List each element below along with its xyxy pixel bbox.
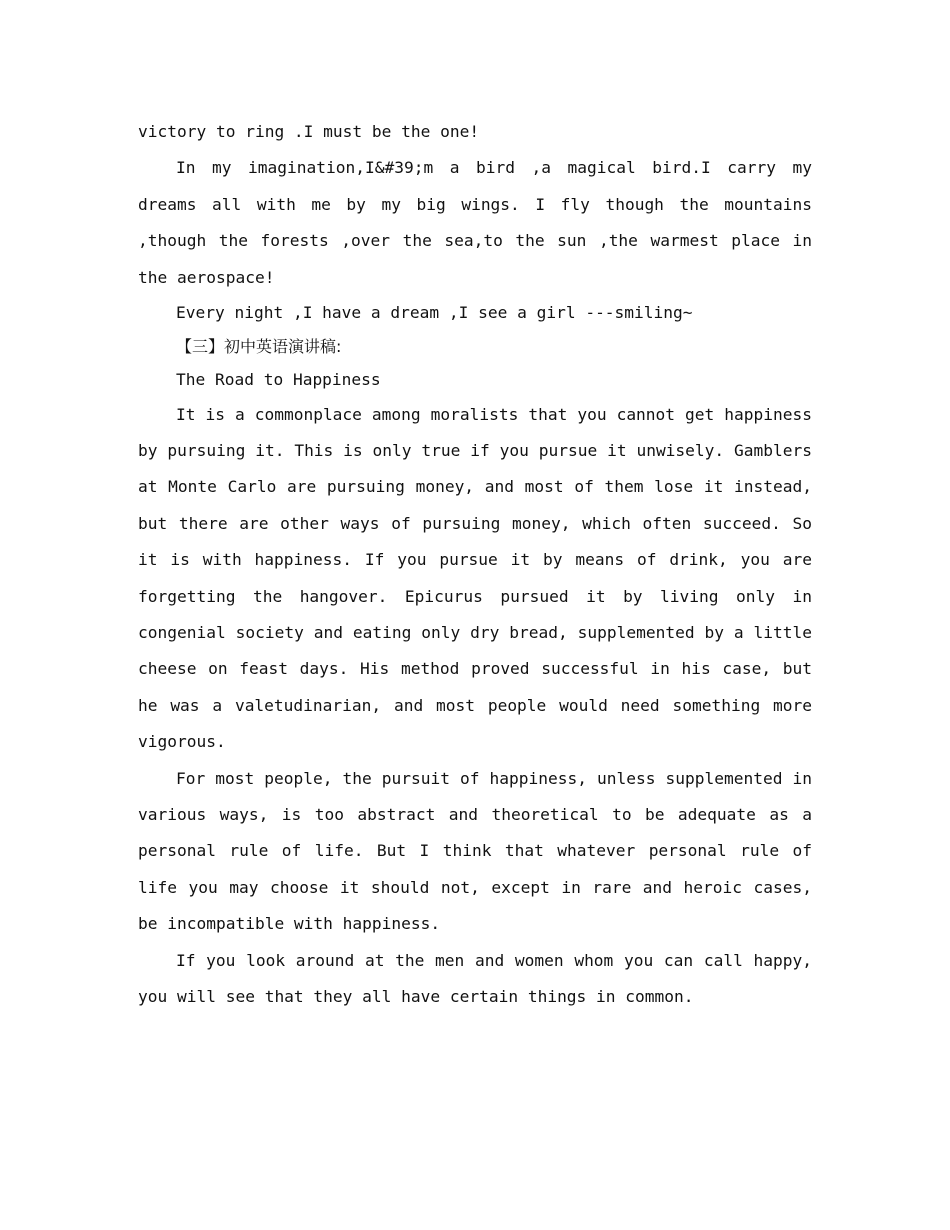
speech-title: The Road to Happiness bbox=[176, 370, 381, 390]
paragraph-dream: Every night ,I have a dream ,I see a girl ---smiling~ bbox=[176, 303, 693, 323]
paragraph-look-around: If you look around at the men and women whom you can call happy, you will see that they all have certain things in common. bbox=[138, 950, 812, 1007]
paragraph-imagination: In my imagination,I&#39;m a bird ,a magical bird.I carry my dreams all with me by my big wings. I fly though the mountains ,though the forests ,over the sea,to the sun ,the warmest place in the aerospace! bbox=[138, 158, 812, 287]
document-body bbox=[138, 114, 812, 1015]
paragraph-most-people: For most people, the pursuit of happiness, unless supplemented in various ways, is too abstract and theoretical to be adequate as a personal rule of life. But I think that whatever personal rule of life you may choose it should not, except in rare and heroic cases, be incompatible with happiness. bbox=[138, 768, 812, 934]
paragraph-commonplace: It is a commonplace among moralists that you cannot get happiness by pursuing it. This is only true if you pursue it unwisely. Gamblers at Monte Carlo are pursuing money, and most of them lose it instead, but there are other ways of pursuing money, which often succeed. So it is with happiness. If you pursue it by means of drink, you are forgetting the hangover. Epicurus pursued it by living only in congenial society and eating only dry bread, supplemented by a little cheese on feast days. His method proved successful in his case, but he was a valetudinarian, and most people would need something more vigorous. bbox=[138, 404, 812, 752]
paragraph-continuation: victory to ring .I must be the one! bbox=[138, 122, 480, 141]
section-heading: 【三】初中英语演讲稿: bbox=[176, 336, 342, 356]
